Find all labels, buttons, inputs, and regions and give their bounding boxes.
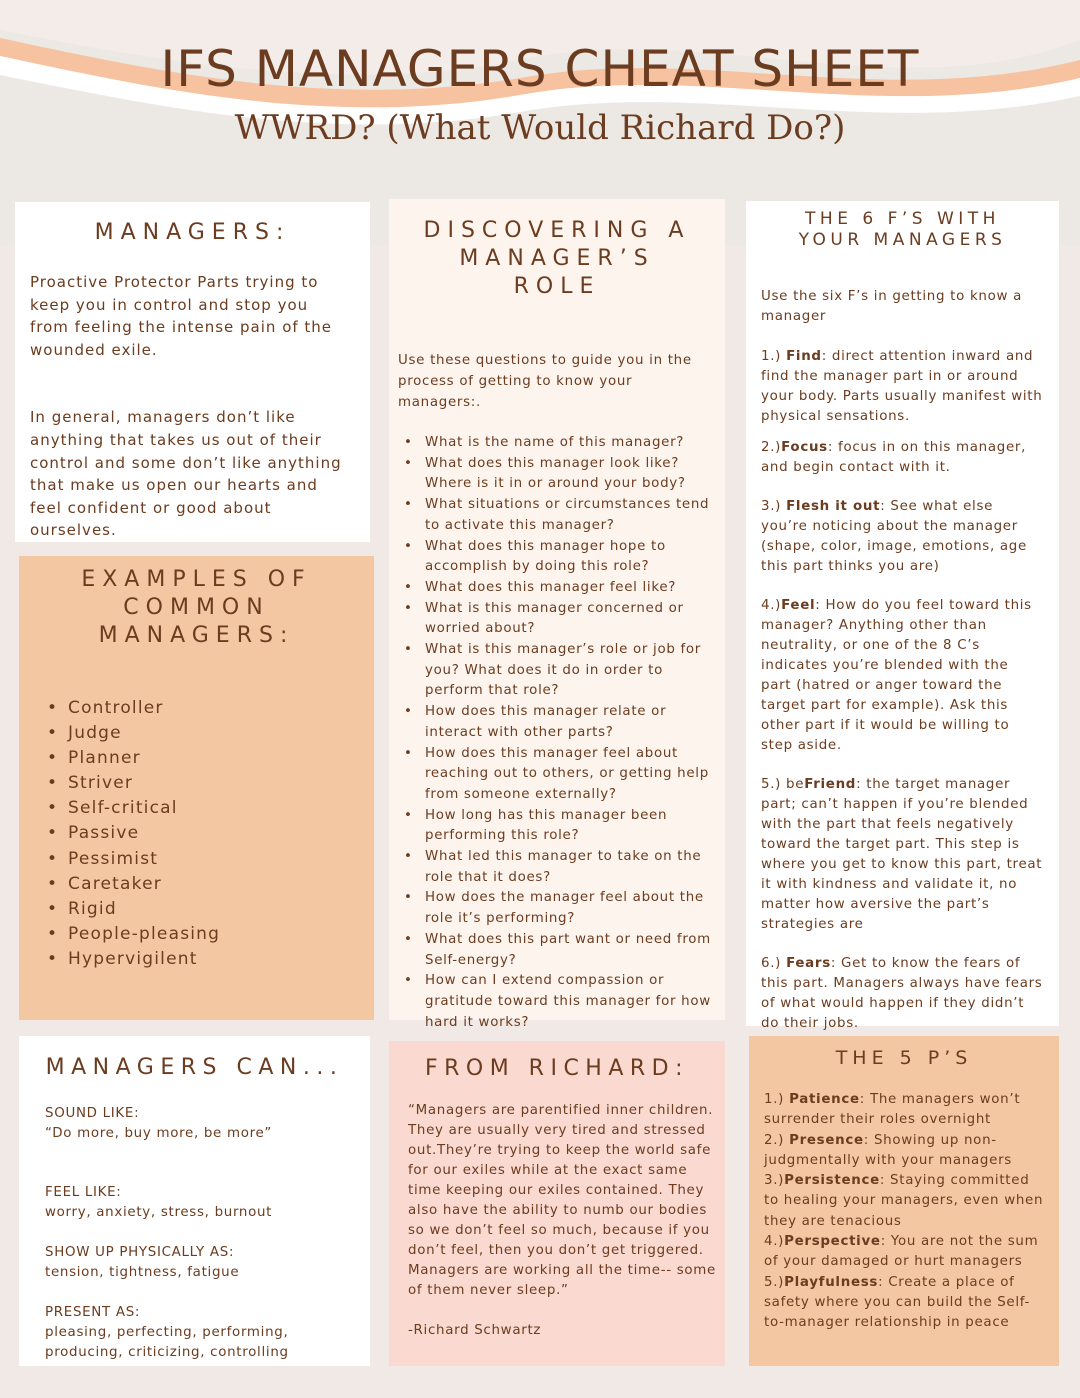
five-ps-list [764, 1090, 1049, 1334]
list-item: • Caretaker [68, 872, 374, 897]
physical-value: tension, tightness, fatigue [45, 1265, 240, 1280]
six-fs-heading: THE 6 F’S WITH YOUR MANAGERS [798, 209, 1007, 250]
six-fs-step: 5.) beFriend: the target manager part; can’t happen if you’re blended with the part that feels negatively toward the target part. This step is where you get to know this part, treat it with kindness and validate it, no matter how aversive the part’s strategies are [761, 777, 1043, 932]
list-item: • What is the name of this manager? [425, 433, 715, 454]
six-fs-step: 2.)Focus: focus in on this manager, and begin contact with it. [761, 440, 1027, 475]
richard-attribution: -Richard Schwartz [408, 1323, 542, 1338]
managers-card [15, 202, 370, 542]
list-item: • How does the manager feel about the role it’s performing? [425, 888, 715, 929]
list-item: • Rigid [68, 897, 374, 922]
list-item: • How can I extend compassion or gratitude toward this manager for how hard it works? [425, 971, 715, 1033]
discovering-card [389, 199, 725, 1030]
list-item: • What is this manager concerned or worried about? [425, 599, 715, 640]
list-item: 1.) Patience: The managers won’t surrender their roles overnight [764, 1092, 1021, 1128]
list-item: • People-pleasing [68, 922, 374, 947]
six-fs-step: 4.)Feel: How do you feel toward this manager? Anything other than neutrality, or one of the 8 C’s indicates you’re blended with the part (hatred or anger toward the target part for example). Ask this other part if it would be willing to step aside. [761, 598, 1032, 753]
from-richard-card [389, 1041, 725, 1366]
list-item: • What does this manager look like? Where is it in or around your body? [425, 454, 715, 495]
list-item: 5.)Playfulness: Create a place of safety where you can build the Self-to-manager relationship in peace [764, 1274, 1031, 1331]
list-item: • Pessimist [68, 847, 374, 872]
managers-definition: Proactive Protector Parts trying to keep you in control and stop you from feeling the intense pain of the wounded exile. [30, 273, 333, 359]
examples-card [19, 556, 374, 1020]
managers-can-heading: MANAGERS CAN... [45, 1055, 344, 1080]
examples-list [68, 696, 374, 972]
feel-like-label: FEEL LIKE: [45, 1185, 122, 1200]
page-subtitle: WWRD? (What Would Richard Do?) [234, 108, 846, 148]
list-item: • Planner [68, 746, 374, 771]
list-item: • Judge [68, 721, 374, 746]
present-value: pleasing, perfecting, performing, producing, criticizing, controlling [45, 1325, 289, 1360]
list-item: • Controller [68, 696, 374, 721]
richard-quote: “Managers are parentified inner children. They are usually very tired and stressed out.They’re trying to keep the world safe for our exiles while at the exact same time keeping our exiles contained. They also have the ability to numb our bodies so we don’t feel so much, because if you don’t feel, then you don’t get triggered. Managers are working all the time-- some of them never sleep.” [408, 1103, 716, 1298]
examples-heading: EXAMPLES OF COMMON MANAGERS: [81, 567, 312, 648]
managers-general: In general, managers don’t like anything that takes us out of their control and some don’t like anything that make us open our hearts and feel confident or good about ourselves. [30, 408, 342, 540]
list-item: • What does this part want or need from Self-energy? [425, 930, 715, 971]
managers-can-details [45, 1104, 360, 1363]
managers-can-card [19, 1036, 370, 1366]
list-item: • What is this manager’s role or job for you? What does it do in order to perform that role? [425, 640, 715, 702]
list-item: • Hypervigilent [68, 947, 374, 972]
five-ps-card [749, 1036, 1059, 1366]
page-title: IFS MANAGERS CHEAT SHEET [160, 40, 920, 98]
list-item: 4.)Perspective: You are not the sum of your damaged or hurt managers [764, 1234, 1039, 1270]
six-fs-card [746, 201, 1059, 1031]
present-label: PRESENT AS: [45, 1305, 141, 1320]
six-fs-step: 3.) Flesh it out: See what else you’re noticing about the manager (shape, color, image, emotions, age this part thinks you are) [761, 499, 1027, 574]
list-item: • What does this manager hope to accomplish by doing this role? [425, 537, 715, 578]
six-fs-step: 1.) Find: direct attention inward and find the manager part in or around your body. Parts usually manifest with physical sensations. [761, 349, 1043, 424]
physical-label: SHOW UP PHYSICALLY AS: [45, 1245, 235, 1260]
discovering-heading: DISCOVERING A MANAGER’S ROLE [423, 218, 691, 299]
six-fs-intro: Use the six F’s in getting to know a manager [761, 289, 1022, 324]
list-item: • What situations or circumstances tend to activate this manager? [425, 495, 715, 536]
list-item: • Self-critical [68, 796, 374, 821]
feel-like-value: worry, anxiety, stress, burnout [45, 1205, 273, 1220]
discovering-intro: Use these questions to guide you in the process of getting to know your managers:. [398, 353, 692, 410]
six-fs-step: 6.) Fears: Get to know the fears of this part. Managers always have fears of what would happen if they didn’t do their jobs. [761, 956, 1043, 1031]
from-richard-heading: FROM RICHARD: [424, 1056, 690, 1081]
list-item: 3.)Persistence: Staying committed to healing your managers, even when they are tenacious [764, 1173, 1044, 1229]
list-item: • What led this manager to take on the role that it does? [425, 847, 715, 888]
list-item: • Striver [68, 771, 374, 796]
sound-like-value: “Do more, buy more, be more” [45, 1126, 273, 1141]
list-item: • Passive [68, 821, 374, 846]
five-ps-heading: THE 5 P’S [835, 1047, 973, 1069]
list-item: • How does this manager relate or interact with other parts? [425, 702, 715, 743]
questions-list [425, 433, 715, 1033]
list-item: • What does this manager feel like? [425, 578, 715, 599]
list-item: • How does this manager feel about reaching out to others, or getting help from someone externally? [425, 744, 715, 806]
sound-like-label: SOUND LIKE: [45, 1106, 140, 1121]
list-item: 2.) Presence: Showing up non-judgmentally with your managers [764, 1132, 1012, 1168]
managers-heading: MANAGERS: [94, 220, 291, 245]
list-item: • How long has this manager been performing this role? [425, 806, 715, 847]
